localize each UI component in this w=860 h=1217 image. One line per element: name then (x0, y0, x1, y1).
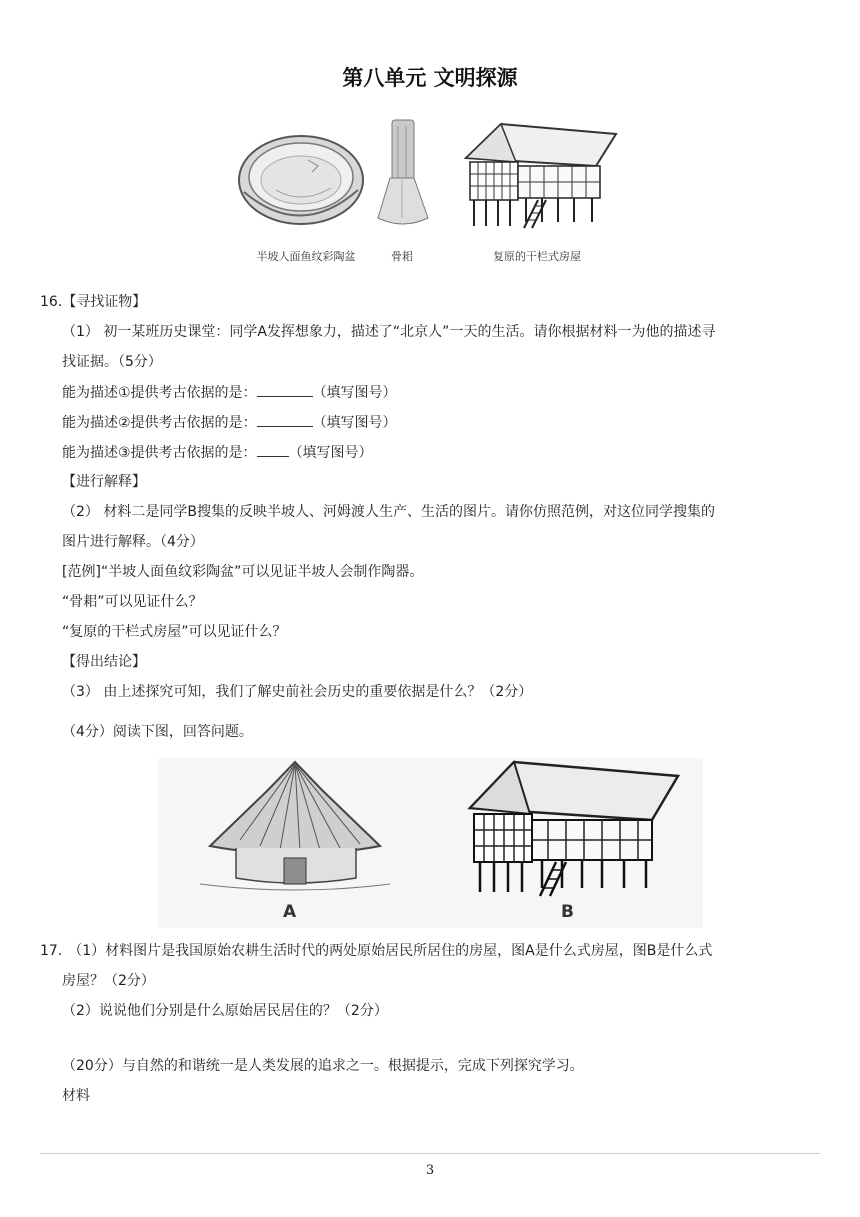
thatched-hut-image (180, 760, 410, 900)
fill-suffix: （填写图号） (312, 385, 397, 401)
fill-row-3 (62, 442, 373, 463)
figure-houses (158, 758, 703, 928)
q16-part1-line1: （1） 初一某班历史课堂：同学A发挥想象力，描述了“北京人”一天的生活。请你根据材料一为他的描述寻 (62, 324, 716, 340)
q17-part2: （2）说说他们分别是什么原始居民居住的？（2分） (62, 1003, 388, 1019)
label-b: B (561, 902, 574, 922)
q17-part1-line1: （1）材料图片是我国原始农耕生活时代的两处原始居民所居住的房屋，图A是什么式房屋，图B是什么式 (68, 943, 713, 959)
label-a: A (283, 902, 297, 922)
q16-part1-line2: 找证据。（5分） (62, 354, 162, 370)
q18-intro: （20分）与自然的和谐统一是人类发展的追求之一。根据提示，完成下列探究学习。 (62, 1058, 584, 1074)
bone-spade-image (372, 118, 432, 230)
stilt-house-image (446, 118, 626, 236)
q16-part2-line1: （2） 材料二是同学B搜集的反映半坡人、河姆渡人生产、生活的图片。请你仿照范例，对这位同学搜集的 (62, 504, 715, 520)
fill-prompt: 能为描述①提供考古依据的是 (62, 385, 243, 401)
q16-part2-line2: 图片进行解释。（4分） (62, 534, 204, 550)
read-prompt: （4分）阅读下图，回答问题。 (62, 724, 253, 740)
stilt-house-b-image (456, 758, 686, 898)
figure-artifacts (236, 118, 626, 263)
question-16-line (40, 292, 146, 312)
footer-divider (40, 1153, 820, 1154)
fill-row-1: 能为描述①提供考古依据的是： （填写图号） (62, 382, 397, 403)
q16-part3: （3） 由上述探究可知，我们了解史前社会历史的重要依据是什么？（2分） (62, 684, 533, 700)
section-heading: 【寻找证物】 (62, 294, 147, 310)
question-17-line1 (40, 941, 712, 961)
caption-pottery-basin: 半坡人面鱼纹彩陶盆 (256, 250, 356, 263)
caption-stilt-house: 复原的干栏式房屋 (493, 250, 581, 263)
fill-suffix: （填写图号） (312, 415, 397, 431)
question-number: 17. (40, 943, 63, 959)
caption-bone-spade: 骨耜 (391, 250, 413, 263)
fill-prompt: 能为描述③提供考古依据的是： (62, 445, 257, 461)
page-title: 第八单元 文明探源 (342, 66, 518, 90)
sub-question: “骨耜”可以见证什么？ (62, 594, 203, 610)
fill-row-2: 能为描述②提供考古依据的是： （填写图号） (62, 412, 397, 433)
page-number: 3 (425, 1163, 435, 1178)
sub-question: “复原的干栏式房屋”可以见证什么？ (62, 624, 287, 640)
pottery-basin-image (236, 130, 366, 230)
answer-blank[interactable] (257, 412, 313, 427)
fill-suffix: （填写图号） (288, 445, 373, 461)
answer-blank[interactable] (257, 442, 289, 457)
fill-prompt: 能为描述②提供考古依据的是 (62, 415, 243, 431)
section-heading: 【得出结论】 (62, 654, 146, 670)
example-text: [范例]“半坡人面鱼纹彩陶盆”可以见证半坡人会制作陶器。 (62, 564, 424, 580)
answer-blank[interactable] (257, 382, 313, 397)
section-heading: 【进行解释】 (62, 474, 146, 490)
material-label: 材料 (62, 1088, 90, 1104)
q17-part1-line2: 房屋？（2分） (62, 973, 155, 989)
question-number: 16. (40, 294, 63, 310)
